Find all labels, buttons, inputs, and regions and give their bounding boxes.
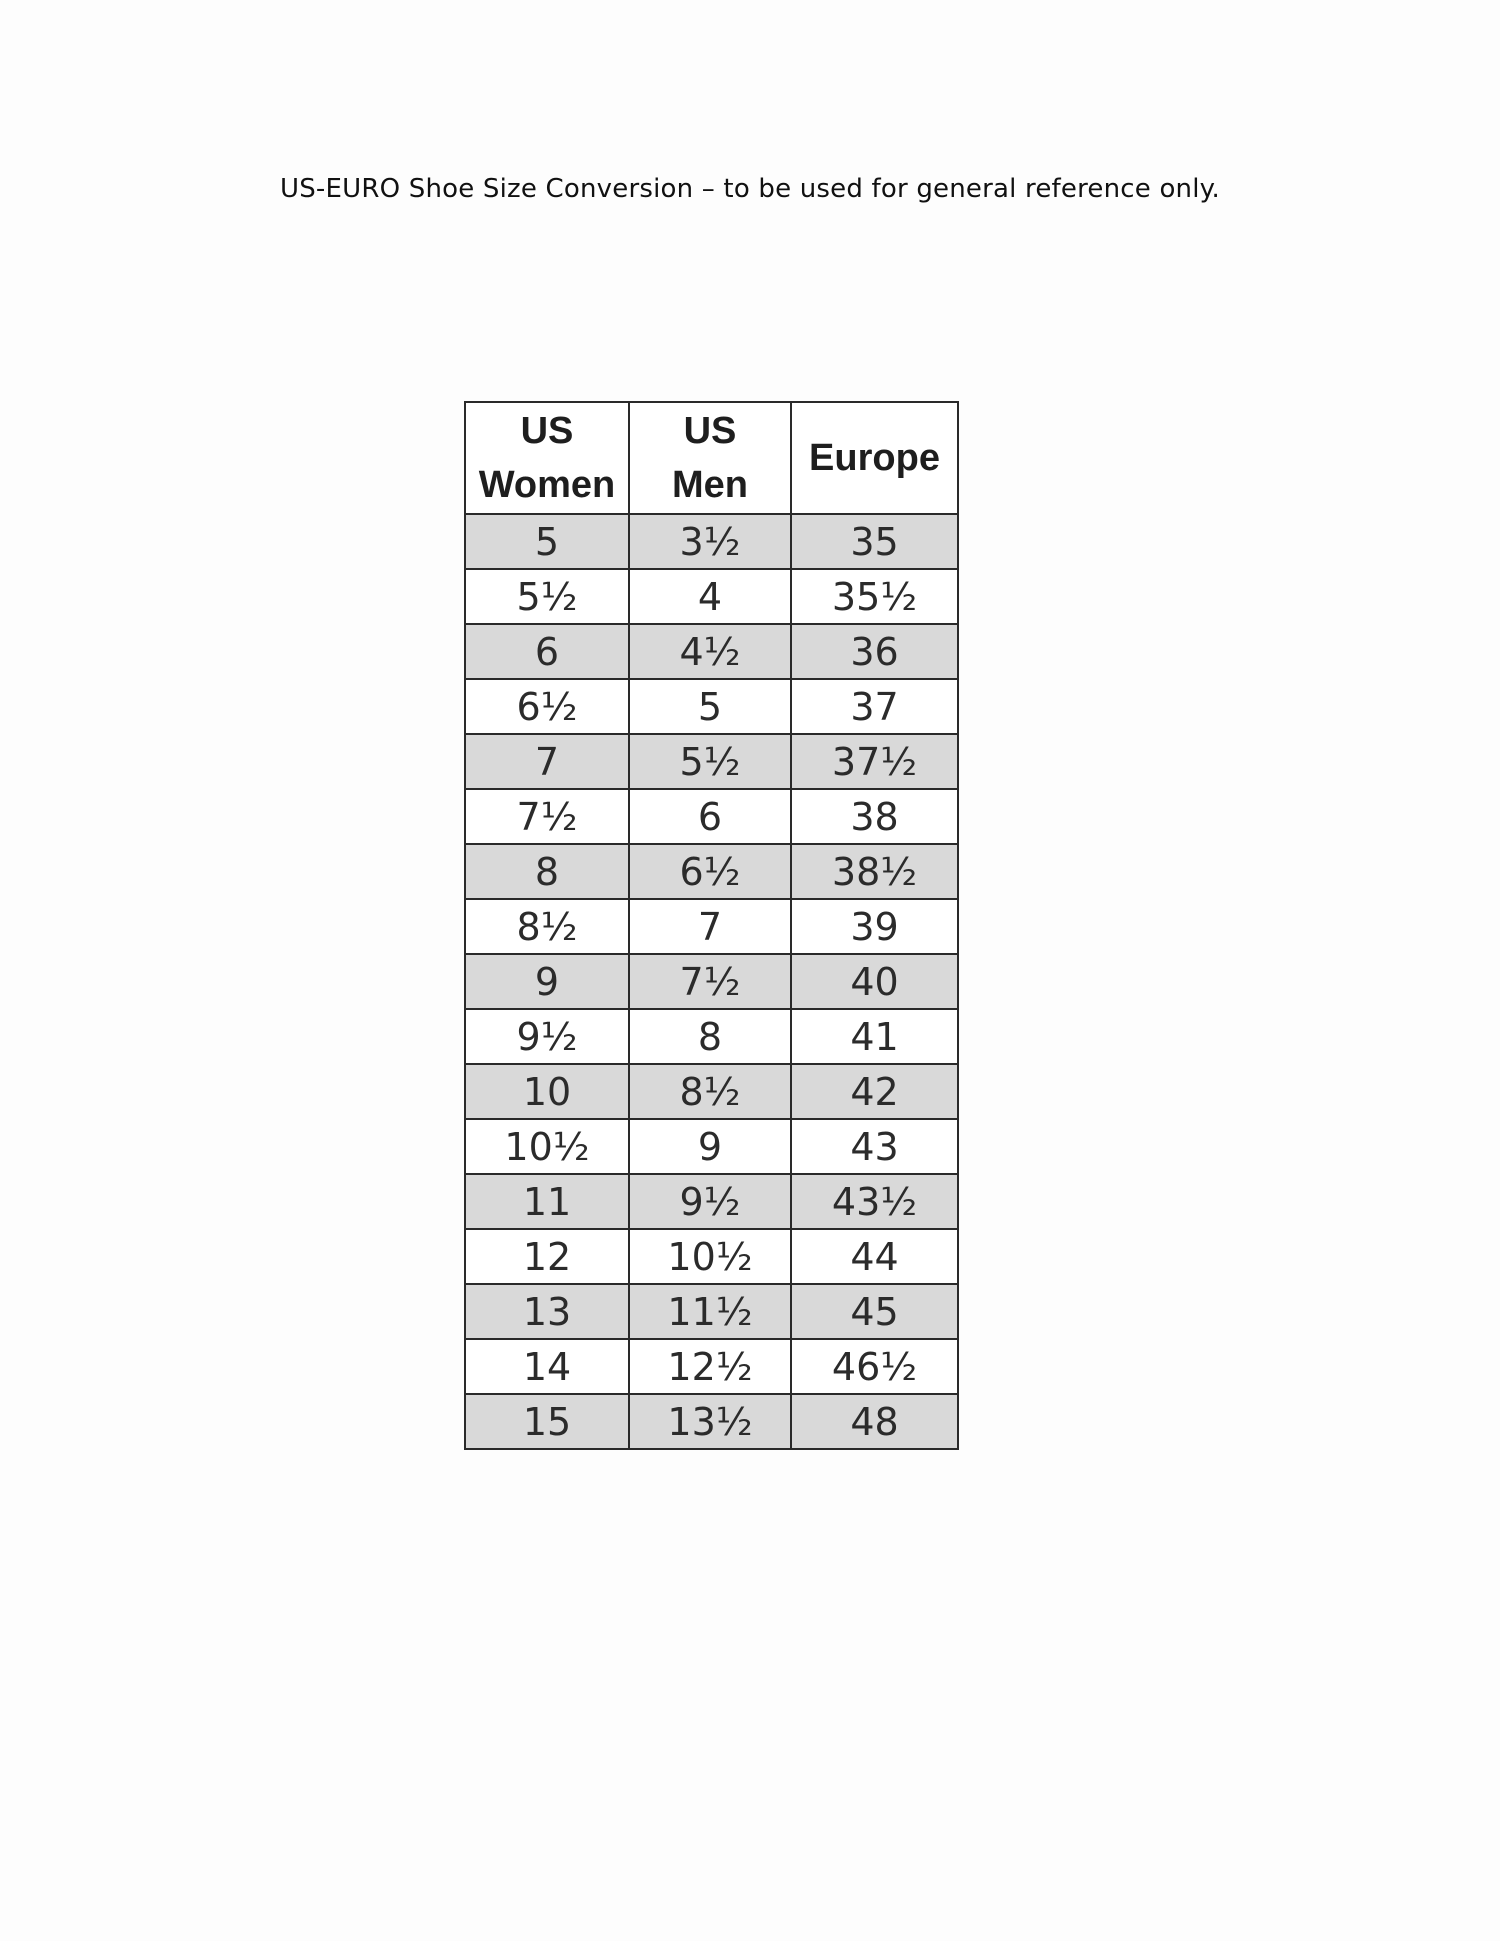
cell-us-men: 12½ [629,1339,791,1394]
table-row [465,1119,958,1174]
cell-us-women: 10½ [465,1119,629,1174]
cell-us-women: 9½ [465,1009,629,1064]
cell-europe: 35½ [791,569,958,624]
table-row [465,1339,958,1394]
cell-us-men: 8½ [629,1064,791,1119]
page-title: US-EURO Shoe Size Conversion – to be used for general reference only. [279,174,1221,204]
table-row [465,569,958,624]
cell-us-men: 4 [629,569,791,624]
cell-us-women: 14 [465,1339,629,1394]
cell-us-women: 6 [465,624,629,679]
cell-us-men: 8 [629,1009,791,1064]
cell-europe: 38½ [791,844,958,899]
header-us-women-line2: Women [478,464,616,506]
cell-europe: 42 [791,1064,958,1119]
table-body [465,514,958,1449]
cell-europe: 46½ [791,1339,958,1394]
cell-us-men: 9½ [629,1174,791,1229]
cell-europe: 40 [791,954,958,1009]
header-europe [791,402,958,514]
table-row [465,1284,958,1339]
cell-us-women: 7 [465,734,629,789]
table-row [465,789,958,844]
cell-us-men: 3½ [629,514,791,569]
cell-europe: 37½ [791,734,958,789]
cell-us-women: 10 [465,1064,629,1119]
cell-us-men: 4½ [629,624,791,679]
cell-europe: 44 [791,1229,958,1284]
table-row [465,954,958,1009]
cell-us-men: 13½ [629,1394,791,1449]
cell-us-men: 5½ [629,734,791,789]
cell-us-women: 8 [465,844,629,899]
cell-us-women: 8½ [465,899,629,954]
cell-us-men: 11½ [629,1284,791,1339]
table-row [465,844,958,899]
table-header-row [465,402,958,514]
cell-europe: 45 [791,1284,958,1339]
header-europe-label: Europe [809,437,940,479]
table-row [465,1009,958,1064]
header-us-women-line1: US [520,410,574,452]
cell-us-women: 15 [465,1394,629,1449]
cell-us-men: 10½ [629,1229,791,1284]
cell-us-women: 9 [465,954,629,1009]
table-row [465,1394,958,1449]
cell-us-men: 5 [629,679,791,734]
cell-europe: 37 [791,679,958,734]
cell-europe: 43½ [791,1174,958,1229]
cell-us-women: 6½ [465,679,629,734]
cell-europe: 39 [791,899,958,954]
table-row [465,734,958,789]
header-us-men-line1: US [683,410,737,452]
size-conversion-table [464,401,959,1450]
cell-us-women: 5½ [465,569,629,624]
cell-us-women: 11 [465,1174,629,1229]
cell-us-women: 12 [465,1229,629,1284]
table-row [465,679,958,734]
header-us-men-line2: Men [672,464,748,506]
cell-us-women: 5 [465,514,629,569]
header-us-women [465,402,629,514]
cell-us-men: 7 [629,899,791,954]
header-us-men [629,402,791,514]
table-row [465,1064,958,1119]
table-row [465,1229,958,1284]
cell-us-men: 9 [629,1119,791,1174]
table-row [465,624,958,679]
cell-europe: 35 [791,514,958,569]
cell-europe: 41 [791,1009,958,1064]
table-row [465,1174,958,1229]
cell-us-men: 7½ [629,954,791,1009]
cell-us-men: 6 [629,789,791,844]
cell-europe: 43 [791,1119,958,1174]
cell-us-women: 13 [465,1284,629,1339]
cell-us-men: 6½ [629,844,791,899]
table-row [465,899,958,954]
cell-us-women: 7½ [465,789,629,844]
cell-europe: 48 [791,1394,958,1449]
table-row [465,514,958,569]
cell-europe: 36 [791,624,958,679]
cell-europe: 38 [791,789,958,844]
